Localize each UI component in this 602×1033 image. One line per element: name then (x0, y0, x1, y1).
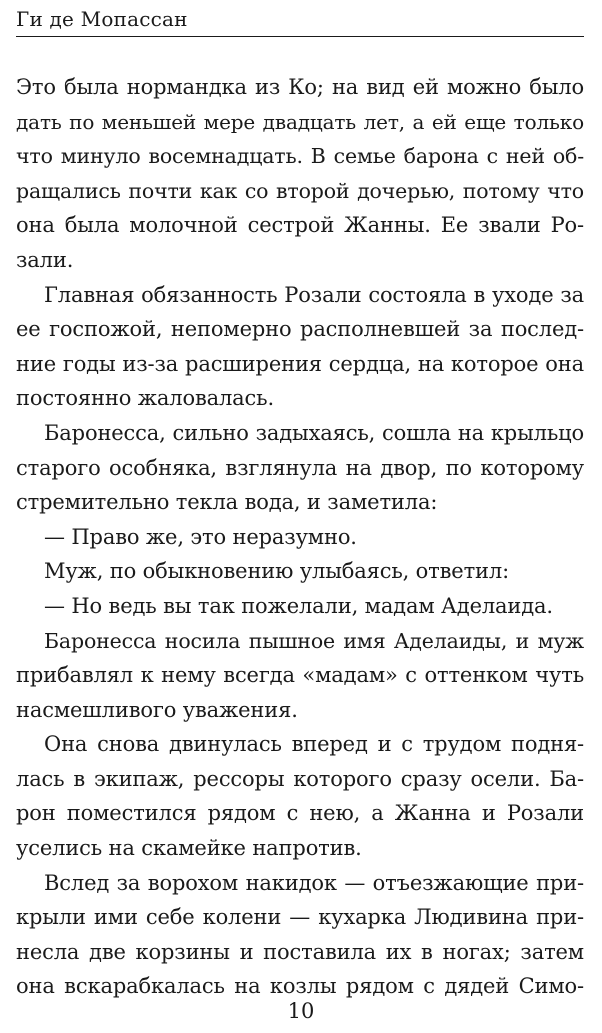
text-line: Это была нормандка из Ко; на вид ей можно было (16, 75, 584, 99)
text-line: она была молочной сестрой Жанны. Ее звали Ро- (16, 213, 584, 238)
text-line: прибавлял к нему всегда «мадам» с оттенком чуть (16, 663, 584, 688)
text-line: Баронесса носила пышное имя Аделаиды, и муж (44, 628, 584, 653)
text-line: Она снова двинулась вперед и с трудом подня- (44, 732, 584, 757)
text-line: она вскарабкалась на козлы рядом с дядей Симо- (16, 974, 584, 999)
text-line: постоянно жаловалась. (16, 386, 274, 411)
text-line: что минуло восемнадцать. В семье барона с ней об- (16, 144, 584, 169)
text-line: Баронесса, сильно задыхаясь, сошла на крыльцо (44, 420, 584, 445)
text-line: ращались почти как со второй дочерью, потому что (16, 178, 584, 203)
text-line: Муж, по обыкновению улыбаясь, ответил: (44, 559, 510, 584)
text-line: несла две корзины и поставила их в ногах; затем (16, 939, 584, 964)
text-line: дать по меньшей мере двадцать лет, а ей еще только (16, 109, 584, 134)
text-line: стремительно текла вода, и заметила: (16, 490, 438, 515)
header-rule (16, 36, 584, 37)
text-line: Вслед за ворохом накидок — отъезжающие при- (44, 870, 584, 895)
text-line: уселись на скамейке напротив. (16, 836, 362, 861)
text-line: ее госпожой, непомерно располневшей за послед- (16, 317, 584, 342)
text-line: насмешливого уважения. (16, 697, 298, 722)
text-line: лась в экипаж, рессоры которого сразу осели. Ба- (16, 766, 584, 791)
text-line: — Право же, это неразумно. (44, 524, 357, 549)
body-text (16, 70, 584, 1004)
running-head: Ги де Мопассан (16, 7, 188, 31)
text-line: — Но ведь вы так пожелали, мадам Аделаида. (44, 593, 553, 618)
text-line: старого особняка, взглянула на двор, по которому (16, 455, 584, 480)
text-line: зали. (16, 247, 74, 272)
page-number: 10 (287, 999, 315, 1023)
text-line: Главная обязанность Розали состояла в уходе за (44, 282, 584, 307)
text-line: крыли ими себе колени — кухарка Людивина при- (16, 905, 584, 930)
text-line: рон поместился рядом с нею, а Жанна и Розали (16, 801, 584, 826)
text-line: ние годы из-за расширения сердца, на которое она (16, 351, 584, 376)
